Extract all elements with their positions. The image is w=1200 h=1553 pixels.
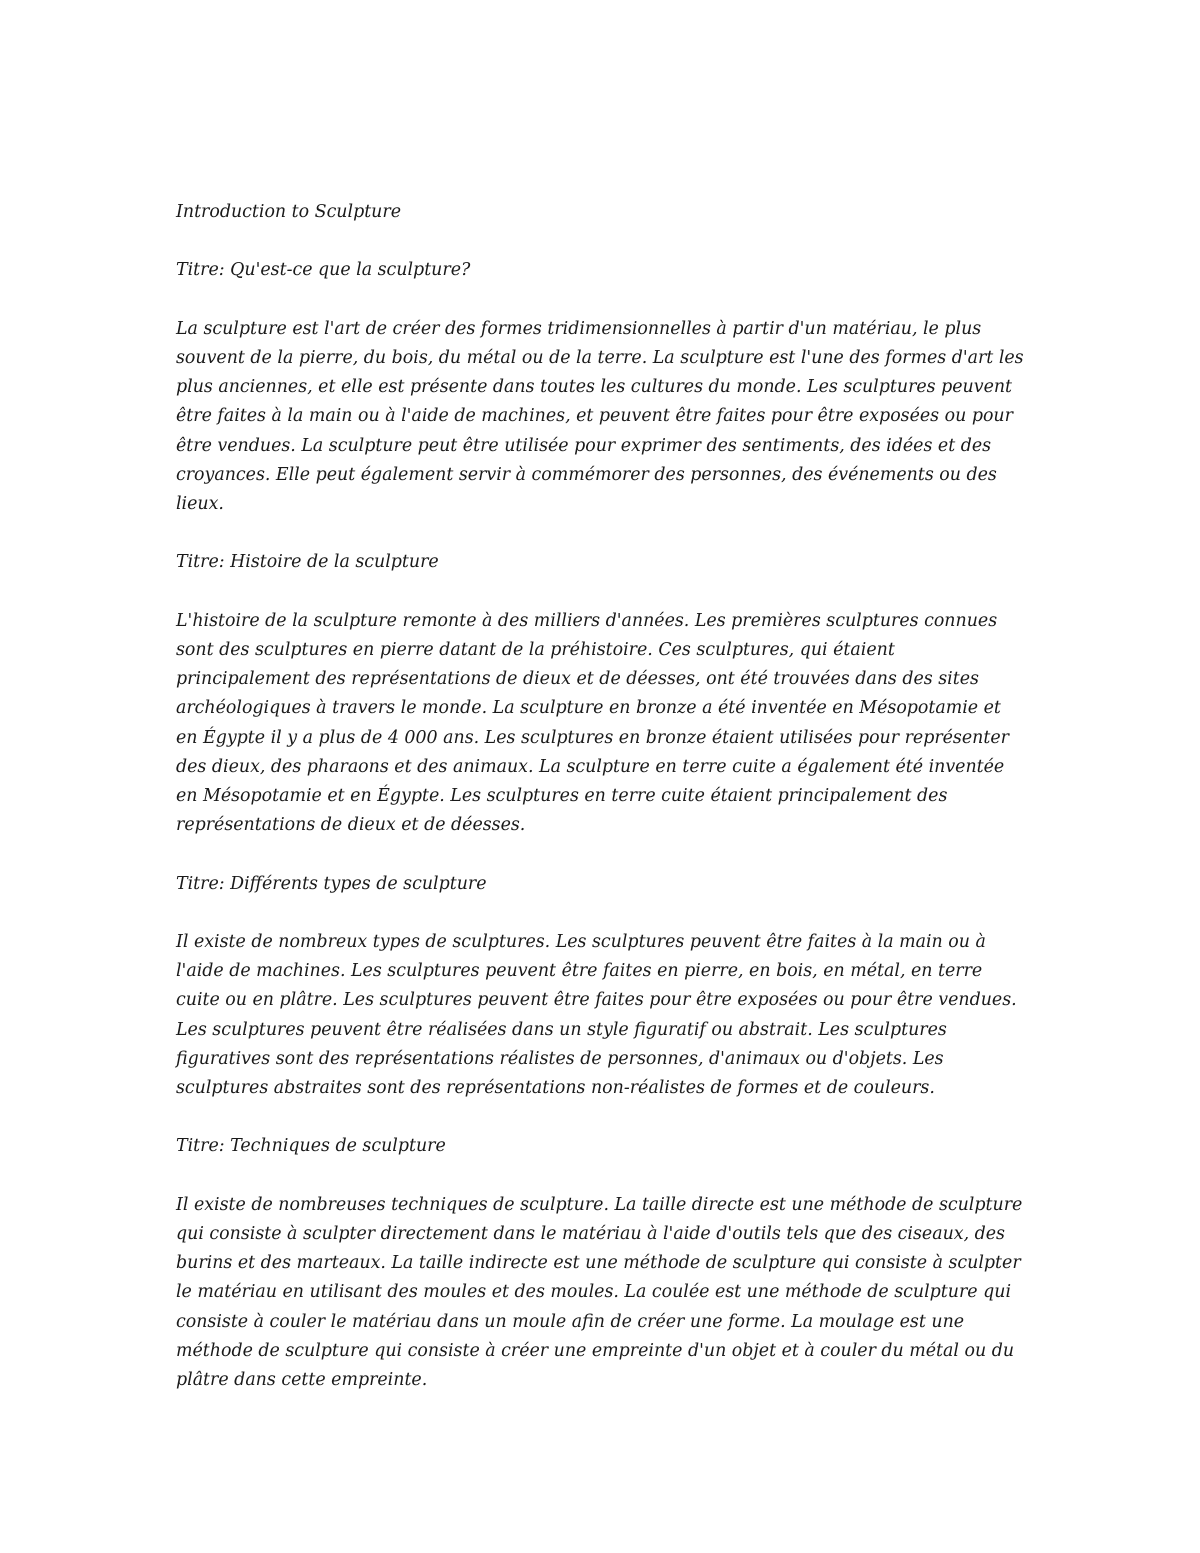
section-body-what-is-sculpture: La sculpture est l'art de créer des formes tridimensionnelles à partir d'un matériau, le plus souvent de la pierre, du bois, du métal ou de la terre. La sculpture est l'une des formes d'art les plus anciennes, et elle est présente dans toutes les cultures du monde. Les sculptures peuvent être faites à la main ou à l'aide de machines, et peuvent être faites pour être exposées ou pour être vendues. La sculpture peut être utilisée pour exprimer des sentiments, des idées et des croyances. Elle peut également servir à commémorer des personnes, des événements ou des lieux. bbox=[176, 318, 1024, 514]
section-body-types: Il existe de nombreux types de sculptures. Les sculptures peuvent être faites à la main ou à l'aide de machines. Les sculptures peuvent être faites en pierre, en bois, en métal, en terre cuite ou en plâtre. Les sculptures peuvent être faites pour être exposées ou pour être vendues. Les sculptures peuvent être réalisées dans un style figuratif ou abstrait. Les sculptures figuratives sont des représentations réalistes de personnes, d'animaux ou d'objets. Les sculptures abstraites sont des représentations non-réalistes de formes et de couleurs. bbox=[176, 931, 1017, 1098]
document-body bbox=[176, 198, 1026, 1395]
section-heading-techniques: Titre: Techniques de sculpture bbox=[176, 1136, 446, 1157]
section-heading-history: Titre: Histoire de la sculpture bbox=[176, 552, 439, 573]
document-title: Introduction to Sculpture bbox=[176, 202, 401, 222]
section-body-techniques: Il existe de nombreuses techniques de sculpture. La taille directe est une méthode de sculpture qui consiste à sculpter directement dans le matériau à l'aide d'outils tels que des ciseaux, des burins et des marteaux. La taille indirecte est une méthode de sculpture qui consiste à sculpter le matériau en utilisant des moules et des moules. La coulée est une méthode de sculpture qui consiste à couler le matériau dans un moule afin de créer une forme. La moulage est une méthode de sculpture qui consiste à créer une empreinte d'un objet et à couler du métal ou du plâtre dans cette empreinte. bbox=[176, 1194, 1023, 1390]
section-body-history: L'histoire de la sculpture remonte à des milliers d'années. Les premières sculptures connues sont des sculptures en pierre datant de la préhistoire. Ces sculptures, qui étaient principalement des représentations de dieux et de déesses, ont été trouvées dans des sites archéologiques à travers le monde. La sculpture en bronze a été inventée en Mésopotamie et en Égypte il y a plus de 4 000 ans. Les sculptures en bronze étaient utilisées pour représenter des dieux, des pharaons et des animaux. La sculpture en terre cuite a également été inventée en Mésopotamie et en Égypte. Les sculptures en terre cuite étaient principalement des représentations de dieux et de déesses. bbox=[176, 610, 1009, 836]
section-heading-types: Titre: Différents types de sculpture bbox=[176, 873, 487, 894]
section-heading-what-is-sculpture: Titre: Qu'est-ce que la sculpture? bbox=[176, 260, 471, 281]
